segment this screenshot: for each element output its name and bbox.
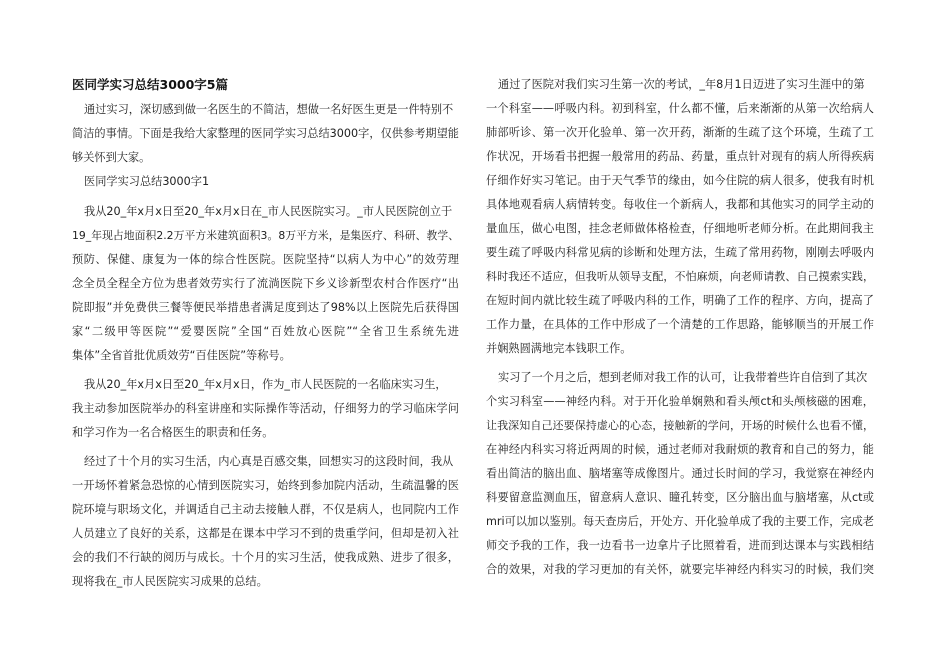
text-line: 个实习科室——神经内科。对于开化验单娴熟和看头颅ct和头颅核磁的困难， <box>486 395 874 408</box>
text-line: 看出简洁的脑出血、脑堵塞等成像图片。通过长时间的学习，我觉察在神经内 <box>486 467 874 480</box>
text-line: 并娴熟圆满地完本钱职工作。 <box>486 342 632 355</box>
text-line: 量血压，做心电图，挂念老师做体格检查，仔细地听老师分析。在此期间我主 <box>486 222 874 235</box>
text-line: 我从20_年x月x日至20_年x月x日在_市人民医院实习。_市人民医院创立于 <box>84 205 453 218</box>
text-line: 在短时间内就比较生疏了呼吸内科的工作，明确了工作的程序、方向，提高了 <box>486 294 874 307</box>
text-line: 我从20_年x月x日至20_年x月x日，作为_市人民医院的一名临床实习生， <box>84 378 447 391</box>
text-line: 念全员全程全方位为患者效劳实行了流淌医院下乡义诊新型农村合作医疗“出 <box>72 277 459 290</box>
section-heading: 医同学实习总结3000字1 <box>84 175 210 188</box>
text-line: 通过实习，深切感到做一名医生的不简洁，想做一名好医生更是一件特别不 <box>84 103 454 116</box>
text-line: 肺部听诊、第一次开化验单、第一次开药，渐渐的生疏了这个环境，生疏了工 <box>486 126 874 139</box>
text-line: 师交予我的工作，我一边看书一边拿片子比照着看，进而到达课本与实践相结 <box>486 539 874 552</box>
text-line: 通过了医院对我们实习生第一次的考试，_年8月1日迈进了实习生涯中的第 <box>498 78 865 91</box>
text-line: mri可以加以鉴别。每天查房后，开处方、开化验单成了我的主要工作，完成老 <box>486 515 874 528</box>
text-line: 科时我还不适应，但我听从领导支配，不怕麻烦，向老师请教、自己摸索实践， <box>486 270 874 283</box>
text-line: 会的我们不行缺的阅历与成长。十个月的实习生活，使我成熟、进步了很多， <box>72 551 459 564</box>
text-line: 作状况，开场看书把握一般常用的药品、药量，重点针对现有的病人所得疾病 <box>486 150 874 163</box>
text-line: 科要留意监测血压，留意病人意识、瞳孔转变，区分脑出血与脑堵塞，从ct或 <box>486 491 874 504</box>
text-line: 在神经内科实习将近两周的时候，通过老师对我耐烦的教育和自己的努力，能 <box>486 443 874 456</box>
text-line: 仔细作好实习笔记。由于天气季节的缘由，如今住院的病人很多，使我有时机 <box>486 174 874 187</box>
text-line: 具体地观看病人病情转变。每收住一个新病人，我都和其他实习的同学主动的 <box>486 198 874 211</box>
text-line: 工作力量，在具体的工作中形成了一个清楚的工作思路，能够顺当的开展工作 <box>486 318 874 331</box>
text-line: 集体”全省首批优质效劳“百佳医院”等称号。 <box>72 349 291 362</box>
text-line: 够关怀到大家。 <box>72 151 151 164</box>
right-column <box>486 0 874 672</box>
text-line: 简洁的事情。下面是我给大家整理的医同学实习总结3000字，仅供参考期望能 <box>72 127 459 140</box>
text-line: 实习了一个月之后，想到老师对我工作的认可，让我带着些许自信到了其次 <box>498 371 868 384</box>
text-line: 一开场怀着紧急恐惊的心情到医院实习，始终到参加院内活动，生疏温馨的医 <box>72 479 459 492</box>
text-line: 和学习作为一名合格医生的职责和任务。 <box>72 426 274 439</box>
text-line: 19_年现占地面积2.2万平方米建筑面积3。8万平方米，是集医疗、科研、教学、 <box>72 229 459 242</box>
text-line: 家“二级甲等医院”“爱婴医院”全国“百姓放心医院”“全省卫生系统先进 <box>72 325 459 338</box>
text-line: 一个科室——呼吸内科。初到科室，什么都不懂，后来渐渐的从第一次给病人 <box>486 102 874 115</box>
text-line: 我主动参加医院举办的科室讲座和实际操作等活动，仔细努力的学习临床学问 <box>72 402 459 415</box>
text-line: 要生疏了呼吸内科常见病的诊断和处理方法，生疏了常用药物，刚刚去呼吸内 <box>486 246 874 259</box>
text-line: 现将我在_市人民医院实习成果的总结。 <box>72 575 268 588</box>
text-line: 院环境与职场文化，并调适自己主动去接触人群，不仅是病人，也同院内工作 <box>72 503 459 516</box>
text-line: 院即报”并免费供三餐等便民举措患者满足度到达了98%以上医院先后获得国 <box>72 301 459 314</box>
text-line: 让我深知自己还要保持虚心的心态，接触新的学问，开场的时候什么也看不懂， <box>486 419 874 432</box>
text-line: 经过了十个月的实习生活，内心真是百感交集，回想实习的这段时间，我从 <box>84 455 454 468</box>
text-line: 预防、保健、康复为一体的综合性医院。医院坚持“以病人为中心”的效劳理 <box>72 253 459 266</box>
text-line: 合的效果，对我的学习更加的有关怀，就要完毕神经内科实习的时候，我们突 <box>486 563 874 576</box>
left-column <box>72 0 459 672</box>
text-line: 人员建立了良好的关系，这都是在课本中学习不到的贵重学问，但却是初入社 <box>72 527 459 540</box>
document-title: 医同学实习总结3000字5篇 <box>72 77 228 92</box>
